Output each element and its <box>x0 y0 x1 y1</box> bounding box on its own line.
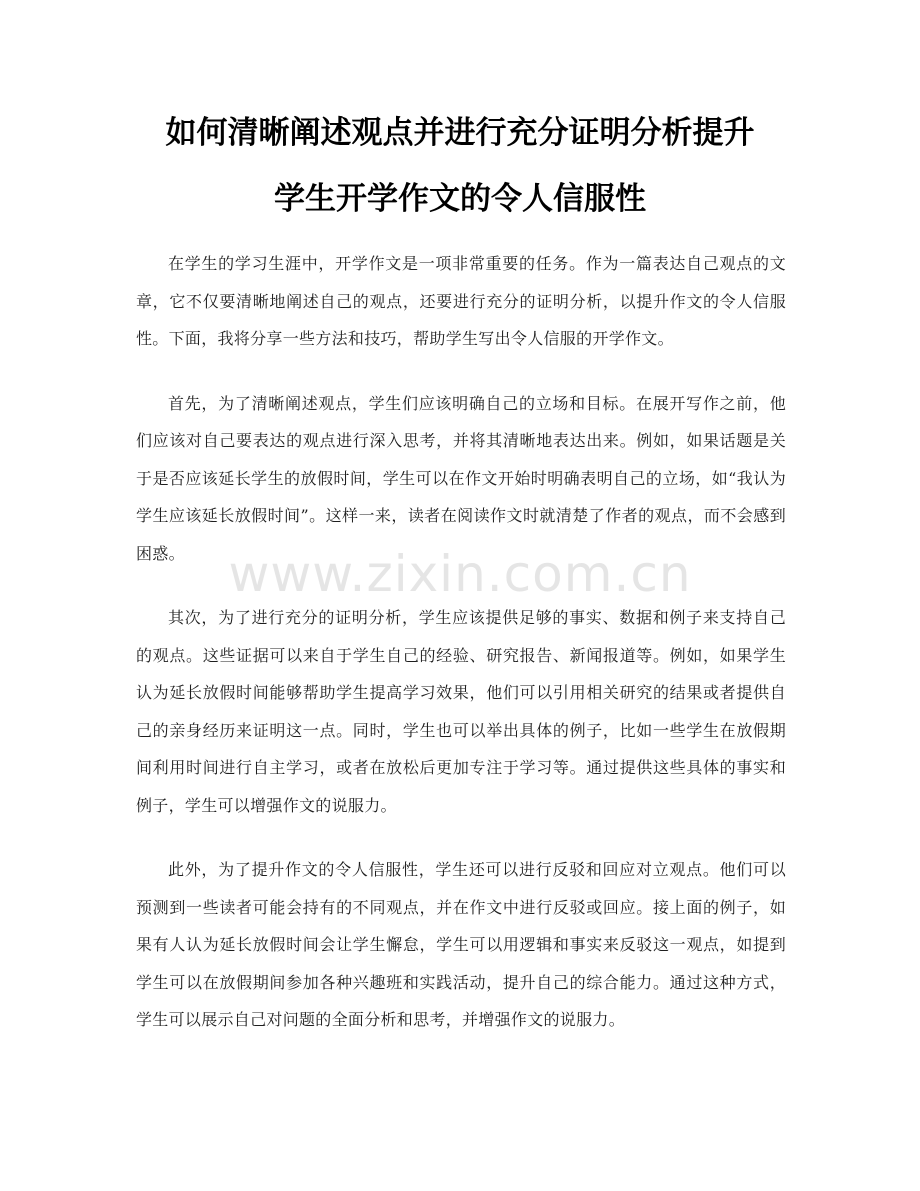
paragraph-rebuttal: 此外，为了提升作文的令人信服性，学生还可以进行反驳和回应对立观点。他们可以预测到一些读者可能会持有的不同观点，并在作文中进行反驳或回应。接上面的例子，如果有人认为延长放假时间会让学生懈怠，学生可以用逻辑和事实来反驳这一观点，如提到学生可以在放假期间参加各种兴趣班和实践活动，提升自己的综合能力。通过这种方式，学生可以展示自己对问题的全面分析和思考，并增强作文的说服力。 <box>136 860 786 1029</box>
paragraph-evidence: 其次，为了进行充分的证明分析，学生应该提供足够的事实、数据和例子来支持自己的观点。这些证据可以来自于学生自己的经验、研究报告、新闻报道等。例如，如果学生认为延长放假时间能够帮助学生提高学习效果，他们可以引用相关研究的结果或者提供自己的亲身经历来证明这一点。同时，学生也可以举出具体的例子，比如一些学生在放假期间利用时间进行自主学习，或者在放松后更加专注于学习等。通过提供这些具体的事实和例子，学生可以增强作文的说服力。 <box>136 608 786 815</box>
document-title <box>100 100 820 232</box>
document-body <box>136 245 786 1066</box>
title-line-2: 学生开学作文的令人信服性 <box>274 181 646 217</box>
title-line-1: 如何清晰阐述观点并进行充分证明分析提升 <box>165 115 755 151</box>
paragraph-intro: 在学生的学习生涯中，开学作文是一项非常重要的任务。作为一篇表达自己观点的文章，它不仅要清晰地阐述自己的观点，还要进行充分的证明分析，以提升作文的令人信服性。下面，我将分享一些方法和技巧，帮助学生写出令人信服的开学作文。 <box>136 254 786 348</box>
paragraph-clear-viewpoint: 首先，为了清晰阐述观点，学生们应该明确自己的立场和目标。在展开写作之前，他们应该对自己要表达的观点进行深入思考，并将其清晰地表达出来。例如，如果话题是关于是否应该延长学生的放假时间，学生可以在作文开始时明确表明自己的立场，如“我认为学生应该延长放假时间”。这样一来，读者在阅读作文时就清楚了作者的观点，而不会感到困惑。 <box>136 393 786 563</box>
watermark: www.zixin.com.cn <box>228 545 692 603</box>
